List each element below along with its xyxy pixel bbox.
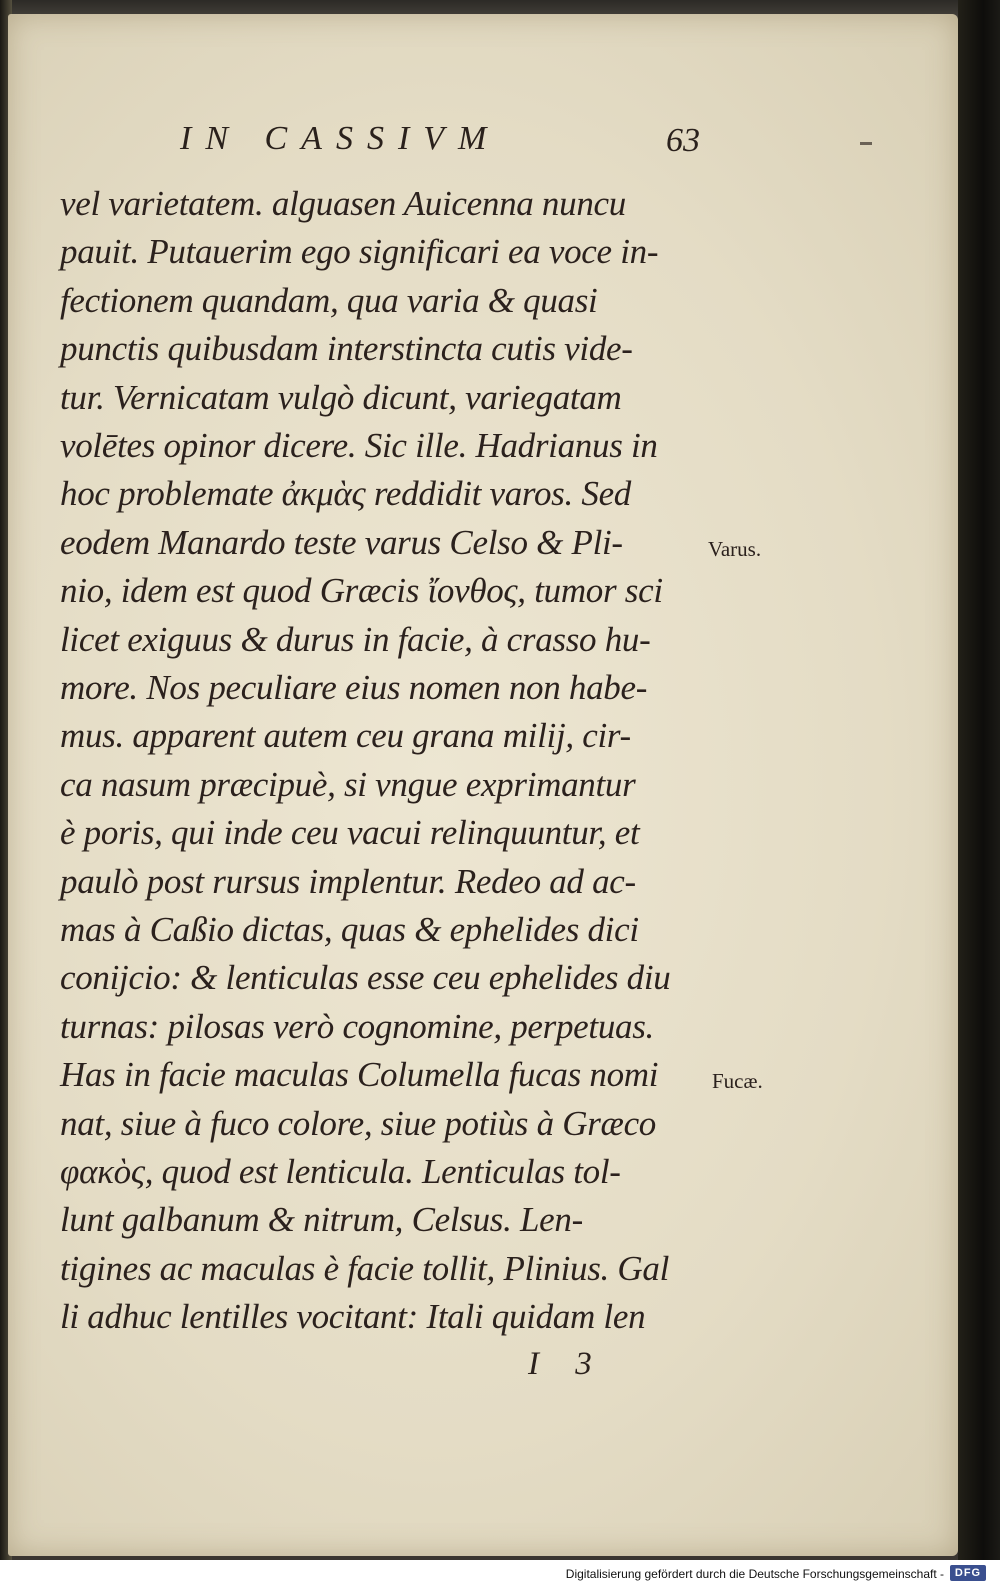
book-page: [8, 14, 958, 1556]
running-head: IN CASSIVM: [180, 120, 501, 157]
text-line: conijcio: & lenticulas esse ceu ephelides diu: [60, 958, 671, 998]
text-line: nio, idem est quod Græcis ἴονθος, tumor sci: [60, 571, 663, 611]
text-line: hoc problemate ἀκμὰς reddidit varos. Sed: [60, 474, 632, 514]
dfg-logo-icon: DFG: [950, 1565, 986, 1581]
text-line: tigines ac maculas è facie tollit, Plinius. Gal: [60, 1248, 670, 1288]
text-line: ca nasum præcipuè, si vngue exprimantur: [60, 764, 636, 804]
text-line: mas à Caßio dictas, quas & ephelides dici: [60, 910, 639, 949]
text-line: fectionem quandam, qua varia & quasi: [60, 280, 598, 320]
text-line: li adhuc lentilles vocitant: Itali quidam len: [60, 1297, 646, 1337]
text-line: licet exiguus & durus in facie, à crasso hu-: [60, 619, 651, 659]
text-line: Has in facie maculas Columella fucas nomi: [60, 1055, 659, 1095]
text-line: punctis quibusdam interstincta cutis vide-: [60, 329, 633, 369]
text-line: eodem Manardo teste varus Celso & Pli-: [60, 522, 623, 562]
page-number: 63: [666, 122, 700, 159]
marginal-note: Varus.: [708, 536, 762, 561]
text-line: è poris, qui inde ceu vacui relinquuntur, et: [60, 813, 640, 853]
signature-mark: I 3: [528, 1346, 606, 1382]
marginal-note: Fucæ.: [712, 1069, 763, 1094]
text-line: mus. apparent autem ceu grana milij, cir-: [60, 716, 631, 756]
text-line: tur. Vernicatam vulgò dicunt, variegatam: [60, 377, 622, 417]
text-line: volētes opinor dicere. Sic ille. Hadrianus in: [60, 426, 658, 465]
margin-mark: [860, 142, 872, 145]
text-line: φακὸς, quod est lenticula. Lenticulas tol-: [60, 1152, 621, 1191]
text-line: paulò post rursus implentur. Redeo ad ac-: [60, 861, 636, 901]
footer-bar: [0, 1560, 1000, 1589]
scan-frame-right: [958, 0, 1000, 1560]
page-content: [8, 14, 958, 1556]
text-line: more. Nos peculiare eius nomen non habe-: [60, 668, 648, 707]
text-line: vel varietatem. alguasen Auicenna nuncu: [60, 184, 626, 223]
text-line: turnas: pilosas verò cognomine, perpetuas.: [60, 1006, 655, 1046]
text-line: nat, siue à fuco colore, siue potiùs à Græco: [60, 1103, 657, 1143]
footer-credit: Digitalisierung gefördert durch die Deutsche Forschungsgemeinschaft -: [565, 1567, 944, 1581]
text-line: lunt galbanum & nitrum, Celsus. Len-: [60, 1200, 583, 1240]
text-line: pauit. Putauerim ego significari ea voce in-: [60, 232, 659, 272]
